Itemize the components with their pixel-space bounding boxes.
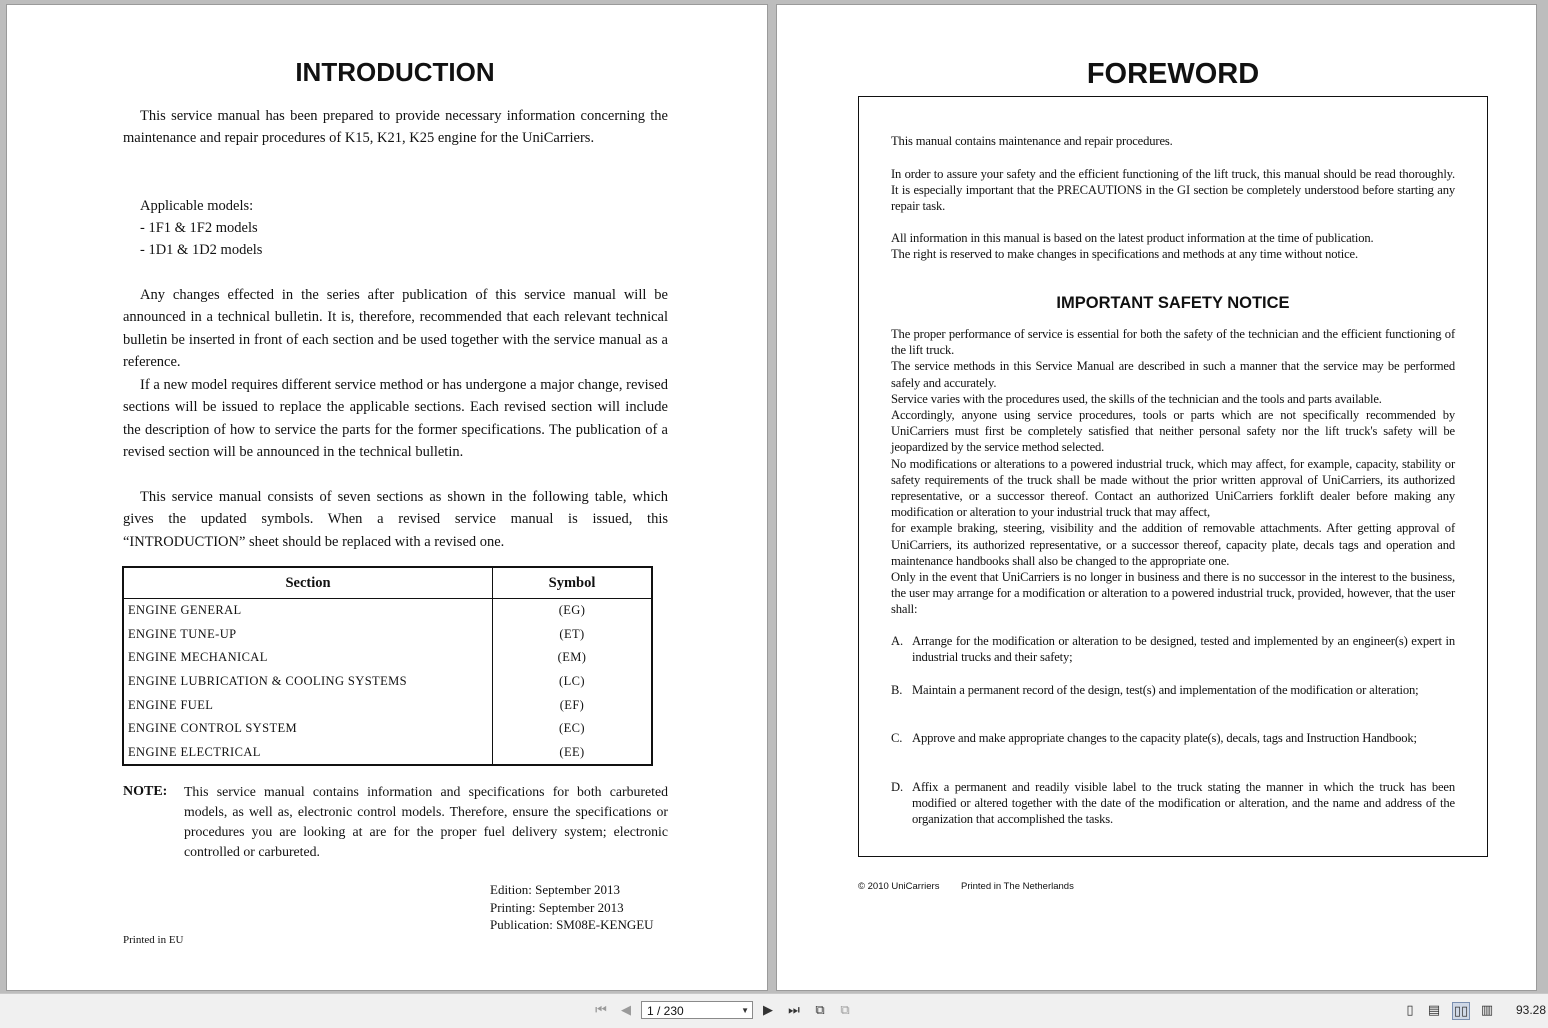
section-cell: ENGINE ELECTRICAL xyxy=(123,741,493,766)
safety-para: Accordingly, anyone using service procedures, tools or parts which are not specifically recommended by UniCarriers must first be completely satisfied that neither personal safety nor the lift truck's safety will be jeopardized by the service method selected. xyxy=(891,408,1455,455)
safety-para: Only in the event that UniCarriers is no longer in business and there is no successor in the interest to the business, the user may arrange for a modification or alteration to a powered industrial truck, provided, however, that the user shall: xyxy=(891,570,1455,617)
table-row xyxy=(123,599,652,623)
list-item-letter: A. xyxy=(891,634,903,648)
symbol-cell: (EF) xyxy=(559,697,585,712)
facing-view-icon[interactable]: ▯▯ xyxy=(1453,1004,1469,1019)
sections-paragraph: This service manual consists of seven sections as shown in the following table, which gives the updated symbols. When a revised service manual is issued, this “INTRODUCTION” sheet should be replaced with a revised one. xyxy=(123,489,668,550)
list-item xyxy=(891,730,1455,746)
zoom-level[interactable]: 93.28 xyxy=(1516,1003,1547,1017)
list-item-letter: B. xyxy=(891,683,903,697)
publication-info xyxy=(490,881,654,934)
section-symbol-table xyxy=(122,566,653,766)
next-view-icon[interactable]: ⧉ xyxy=(840,1003,850,1018)
section-cell: ENGINE GENERAL xyxy=(123,599,493,623)
single-page-view-icon[interactable]: ▯ xyxy=(1406,1003,1414,1018)
previous-page-icon[interactable]: ◀ xyxy=(621,1003,631,1018)
foreword-p3: All information in this manual is based on the latest product information at the time of publication. xyxy=(891,231,1374,245)
previous-view-icon[interactable]: ⧉ xyxy=(815,1003,825,1018)
new-model-paragraph: If a new model requires different service method or has undergone a major change, revised sections will be issued to replace the applicable sections. Each revised section will include the description of how to service the parts for the former specifications. The publication of a revised section will be announced in the technical bulletin. xyxy=(123,377,668,460)
intro-paragraph: This service manual has been prepared to provide necessary information concerning the maintenance and repair procedures of K15, K21, K25 engine for the UniCarriers. xyxy=(123,108,668,147)
symbol-cell: (EC) xyxy=(559,721,585,736)
list-item-letter: C. xyxy=(891,731,903,745)
model-item: - 1D1 & 1D2 models xyxy=(140,242,263,258)
section-cell: ENGINE MECHANICAL xyxy=(123,646,493,670)
printed-in-eu: Printed in EU xyxy=(123,934,184,946)
list-item xyxy=(891,633,1455,665)
safety-notice-body xyxy=(891,326,1455,618)
next-page-icon[interactable]: ▶ xyxy=(763,1003,773,1018)
chevron-down-icon[interactable]: ▼ xyxy=(741,1006,749,1015)
first-page-icon[interactable]: ⏮ xyxy=(595,1003,607,1018)
table-header-symbol: Symbol xyxy=(493,567,653,599)
safety-notice-title: IMPORTANT SAFETY NOTICE xyxy=(1056,294,1290,312)
table-row xyxy=(123,670,652,694)
table-header-section: Section xyxy=(123,567,493,599)
model-item: - 1F1 & 1F2 models xyxy=(140,220,258,236)
last-page-icon[interactable]: ⏭ xyxy=(788,1003,800,1018)
symbol-cell: (ET) xyxy=(559,626,585,641)
list-item-letter: D. xyxy=(891,780,903,794)
foreword-p1: This manual contains maintenance and repair procedures. xyxy=(891,134,1173,148)
safety-para: for example braking, steering, visibility and the addition of removable attachments. After getting approval of UniCarriers, its authorized representative, or a successor thereof, capacity plate, decals tags and operation and maintenance handbooks shall also be changed to the appropriate one. xyxy=(891,521,1455,568)
list-item-text: Maintain a permanent record of the design, test(s) and implementation of the modification or alteration; xyxy=(912,683,1419,697)
changes-paragraph: Any changes effected in the series after publication of this service manual will be announced in a technical bulletin. It is, therefore, recommended that each relevant technical bulletin be inserted in front of each section and be used together with the service manual as a reference. xyxy=(123,287,668,370)
symbol-cell: (LC) xyxy=(559,674,585,689)
continuous-view-icon[interactable]: ▤ xyxy=(1427,1003,1441,1018)
page-right xyxy=(777,5,1536,990)
section-cell: ENGINE LUBRICATION & COOLING SYSTEMS xyxy=(123,670,493,694)
foreword-p3b: The right is reserved to make changes in specifications and methods at any time without notice. xyxy=(891,247,1358,261)
note-label: NOTE: xyxy=(123,784,168,799)
section-cell: ENGINE TUNE-UP xyxy=(123,623,493,647)
list-item-text: Arrange for the modification or alteration to be designed, tested and implemented by an engineer(s) expert in industrial trucks and their safety; xyxy=(912,634,1455,665)
safety-para: No modifications or alterations to a powered industrial truck, which may affect, for example, capacity, stability or safety requirements of the truck shall be made without the prior written approval of UniCarriers, its authorized representative, or a successor thereof. Contact an authorized UniCarriers forklift dealer before making any modification or alteration to your industrial truck that may affect, xyxy=(891,456,1455,520)
copyright: © 2010 UniCarriers xyxy=(858,881,940,892)
edition-line: Edition: September 2013 xyxy=(490,882,620,897)
continuous-facing-view-icon[interactable]: ▥ xyxy=(1480,1003,1494,1018)
viewer-toolbar xyxy=(0,993,1548,1028)
symbol-cell: (EG) xyxy=(558,603,586,618)
printing-line: Printing: September 2013 xyxy=(490,899,624,915)
section-cell: ENGINE FUEL xyxy=(123,693,493,717)
foreword-p2: In order to assure your safety and the efficient functioning of the lift truck, this manual should be read thoroughly. It is especially important that the PRECAUTIONS in the GI section be completely understood before starting any repair task. xyxy=(891,167,1455,214)
section-cell: ENGINE CONTROL SYSTEM xyxy=(123,717,493,741)
introduction-title: INTRODUCTION xyxy=(295,57,495,87)
table-row xyxy=(123,717,652,741)
list-item xyxy=(891,779,1455,828)
list-item xyxy=(891,682,1455,698)
list-item-text: Affix a permanent and readily visible label to the truck stating the manner in which the truck has been modified or altered together with the date of the modification or alteration, and the name and address of the organization that accomplished the tasks. xyxy=(912,780,1455,827)
applicable-models-label: Applicable models: xyxy=(140,198,254,214)
list-item-text: Approve and make appropriate changes to the capacity plate(s), decals, tags and Instruction Handbook; xyxy=(912,731,1417,745)
page-indicator: 1 / 230 xyxy=(647,1004,684,1018)
table-row xyxy=(123,623,652,647)
publication-line: Publication: SM08E-KENGEU xyxy=(490,917,654,932)
safety-para: Service varies with the procedures used, the skills of the technician and the tools and parts available. xyxy=(891,391,1382,406)
table-row xyxy=(123,741,652,766)
table-row xyxy=(123,646,652,670)
page-number-input[interactable] xyxy=(641,1001,753,1019)
foreword-box xyxy=(858,96,1488,857)
symbol-cell: (EM) xyxy=(557,650,587,665)
page-left xyxy=(7,5,767,990)
printed-in-netherlands: Printed in The Netherlands xyxy=(961,881,1074,892)
symbol-cell: (EE) xyxy=(559,744,585,759)
foreword-title: FOREWORD xyxy=(1086,58,1260,90)
table-row xyxy=(123,693,652,717)
note-text: This service manual contains information and specifications for both carbureted models, as well as, electronic control models. Therefore, ensure the specifications or procedures you are looking at are for the proper fuel delivery system; electronic controlled or carbureted. xyxy=(184,784,668,859)
safety-para: The proper performance of service is essential for both the safety of the technician and the efficient functioning of the lift truck. xyxy=(891,327,1455,358)
safety-para: The service methods in this Service Manual are described in such a manner that the service may be performed safely and accurately. xyxy=(891,359,1455,390)
